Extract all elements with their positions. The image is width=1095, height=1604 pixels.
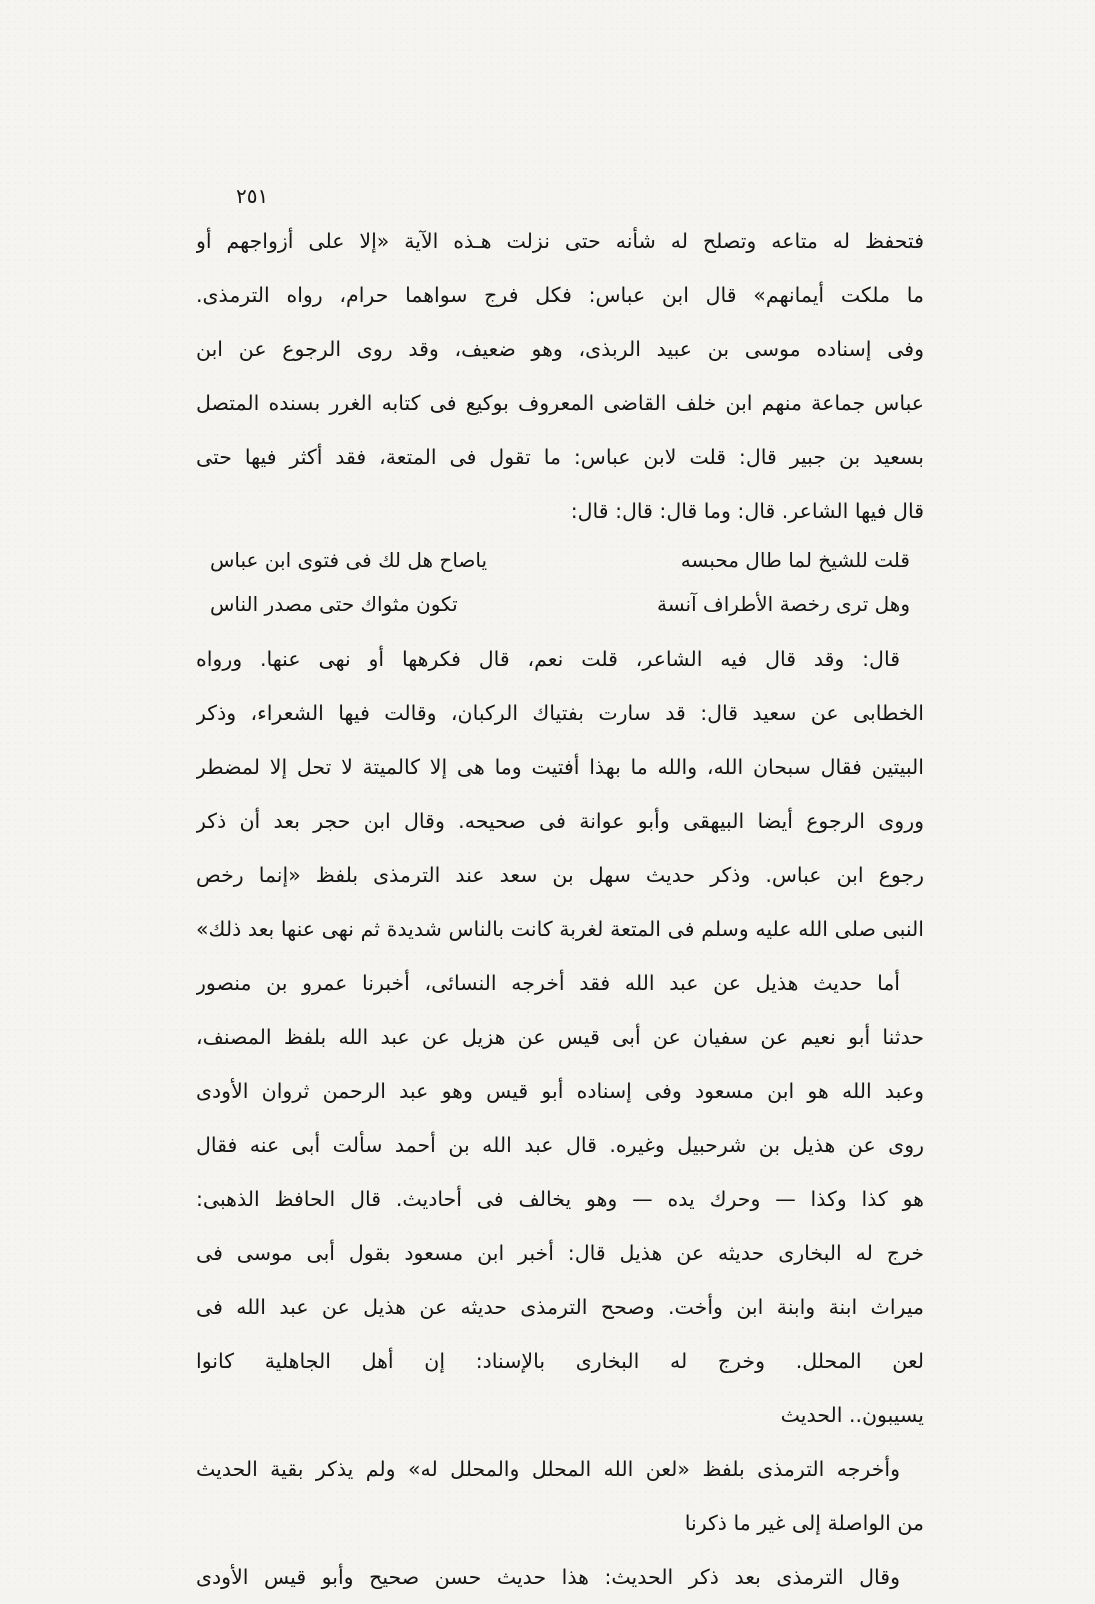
text-line: روى عن هذيل بن شرحبيل وغيره. قال عبد الله بن أحمد سألت أبى عنه فقال	[196, 1133, 924, 1157]
verse-second-hemistich: تكون مثواك حتى مصدر الناس	[210, 592, 458, 616]
text-line: ميراث ابنة وابنة ابن وأخت. وصحح الترمذى حديثه عن هذيل عن عبد الله فى	[196, 1295, 924, 1319]
text-line: وأخرجه الترمذى بلفظ «لعن الله المحلل والمحلل له» ولم يذكر بقية الحديث	[196, 1457, 900, 1481]
verse-line	[210, 582, 910, 626]
text-line: وقال الترمذى بعد ذكر الحديث: هذا حديث حسن صحيح وأبو قيس الأودى	[196, 1565, 900, 1589]
poem-verses	[210, 538, 910, 626]
text-line: وعبد الله هو ابن مسعود وفى إسناده أبو قيس وهو عبد الرحمن ثروان الأودى	[196, 1079, 924, 1103]
text-line: قال فيها الشاعر. قال: وما قال: قال: قال:	[570, 499, 924, 523]
text-line: وفى إسناده موسى بن عبيد الربذى، وهو ضعيف، وقد روى الرجوع عن ابن	[196, 337, 924, 361]
verse-line	[210, 538, 910, 582]
text-line: هو كذا وكذا — وحرك يده — وهو يخالف فى أحاديث. قال الحافظ الذهبى:	[196, 1187, 924, 1211]
verse-first-hemistich: قلت للشيخ لما طال محبسه	[680, 548, 910, 572]
text-line: رجوع ابن عباس. وذكر حديث سهل بن سعد عند الترمذى بلفظ «إنما رخص	[196, 863, 924, 887]
text-line: خرج له البخارى حديثه عن هذيل قال: أخبر ابن مسعود بقول أبى موسى فى	[196, 1241, 924, 1265]
verse-second-hemistich: ياصاح هل لك فى فتوى ابن عباس	[210, 548, 488, 572]
text-line: النبى صلى الله عليه وسلم فى المتعة لغربة كانت بالناس شديدة ثم نهى عنها بعد ذلك»	[196, 917, 924, 941]
text-line: لعن المحلل. وخرج له البخارى بالإسناد: إن أهل الجاهلية كانوا	[196, 1349, 924, 1373]
text-line: وروى الرجوع أيضا البيهقى وأبو عوانة فى صحيحه. وقال ابن حجر بعد أن ذكر	[196, 809, 924, 833]
text-line: البيتين فقال سبحان الله، والله ما بهذا أفتيت وما هى إلا كالميتة لا تحل إلا لمضطر	[196, 755, 924, 779]
text-line: الخطابى عن سعيد قال: قد سارت بفتياك الركبان، وقالت فيها الشعراء، وذكر	[196, 701, 924, 725]
text-line: فتحفظ له متاعه وتصلح له شأنه حتى نزلت هـذه الآية «إلا على أزواجهم أو	[196, 229, 924, 253]
text-line: أما حديث هذيل عن عبد الله فقد أخرجه النسائى، أخبرنا عمرو بن منصور	[196, 971, 900, 995]
verse-first-hemistich: وهل ترى رخصة الأطراف آنسة	[656, 592, 910, 616]
text-line: يسيبون.. الحديث	[780, 1403, 924, 1427]
text-line: عباس جماعة منهم ابن خلف القاضى المعروف بوكيع فى كتابه الغرر بسنده المتصل	[196, 391, 924, 415]
text-line: قال: وقد قال فيه الشاعر، قلت نعم، قال فكرهها أو نهى عنها. ورواه	[196, 647, 900, 671]
page-text	[196, 214, 924, 1604]
text-line: ما ملكت أيمانهم» قال ابن عباس: فكل فرج سواهما حرام، رواه الترمذى.	[196, 283, 924, 307]
text-line: بسعيد بن جبير قال: قلت لابن عباس: ما تقول فى المتعة، فقد أكثر فيها حتى	[196, 445, 924, 469]
text-line: حدثنا أبو نعيم عن سفيان عن أبى قيس عن هزيل عن عبد الله بلفظ المصنف،	[196, 1025, 924, 1049]
page-number: ٢٥١	[236, 184, 269, 208]
text-line: من الواصلة إلى غير ما ذكرنا	[684, 1511, 924, 1535]
